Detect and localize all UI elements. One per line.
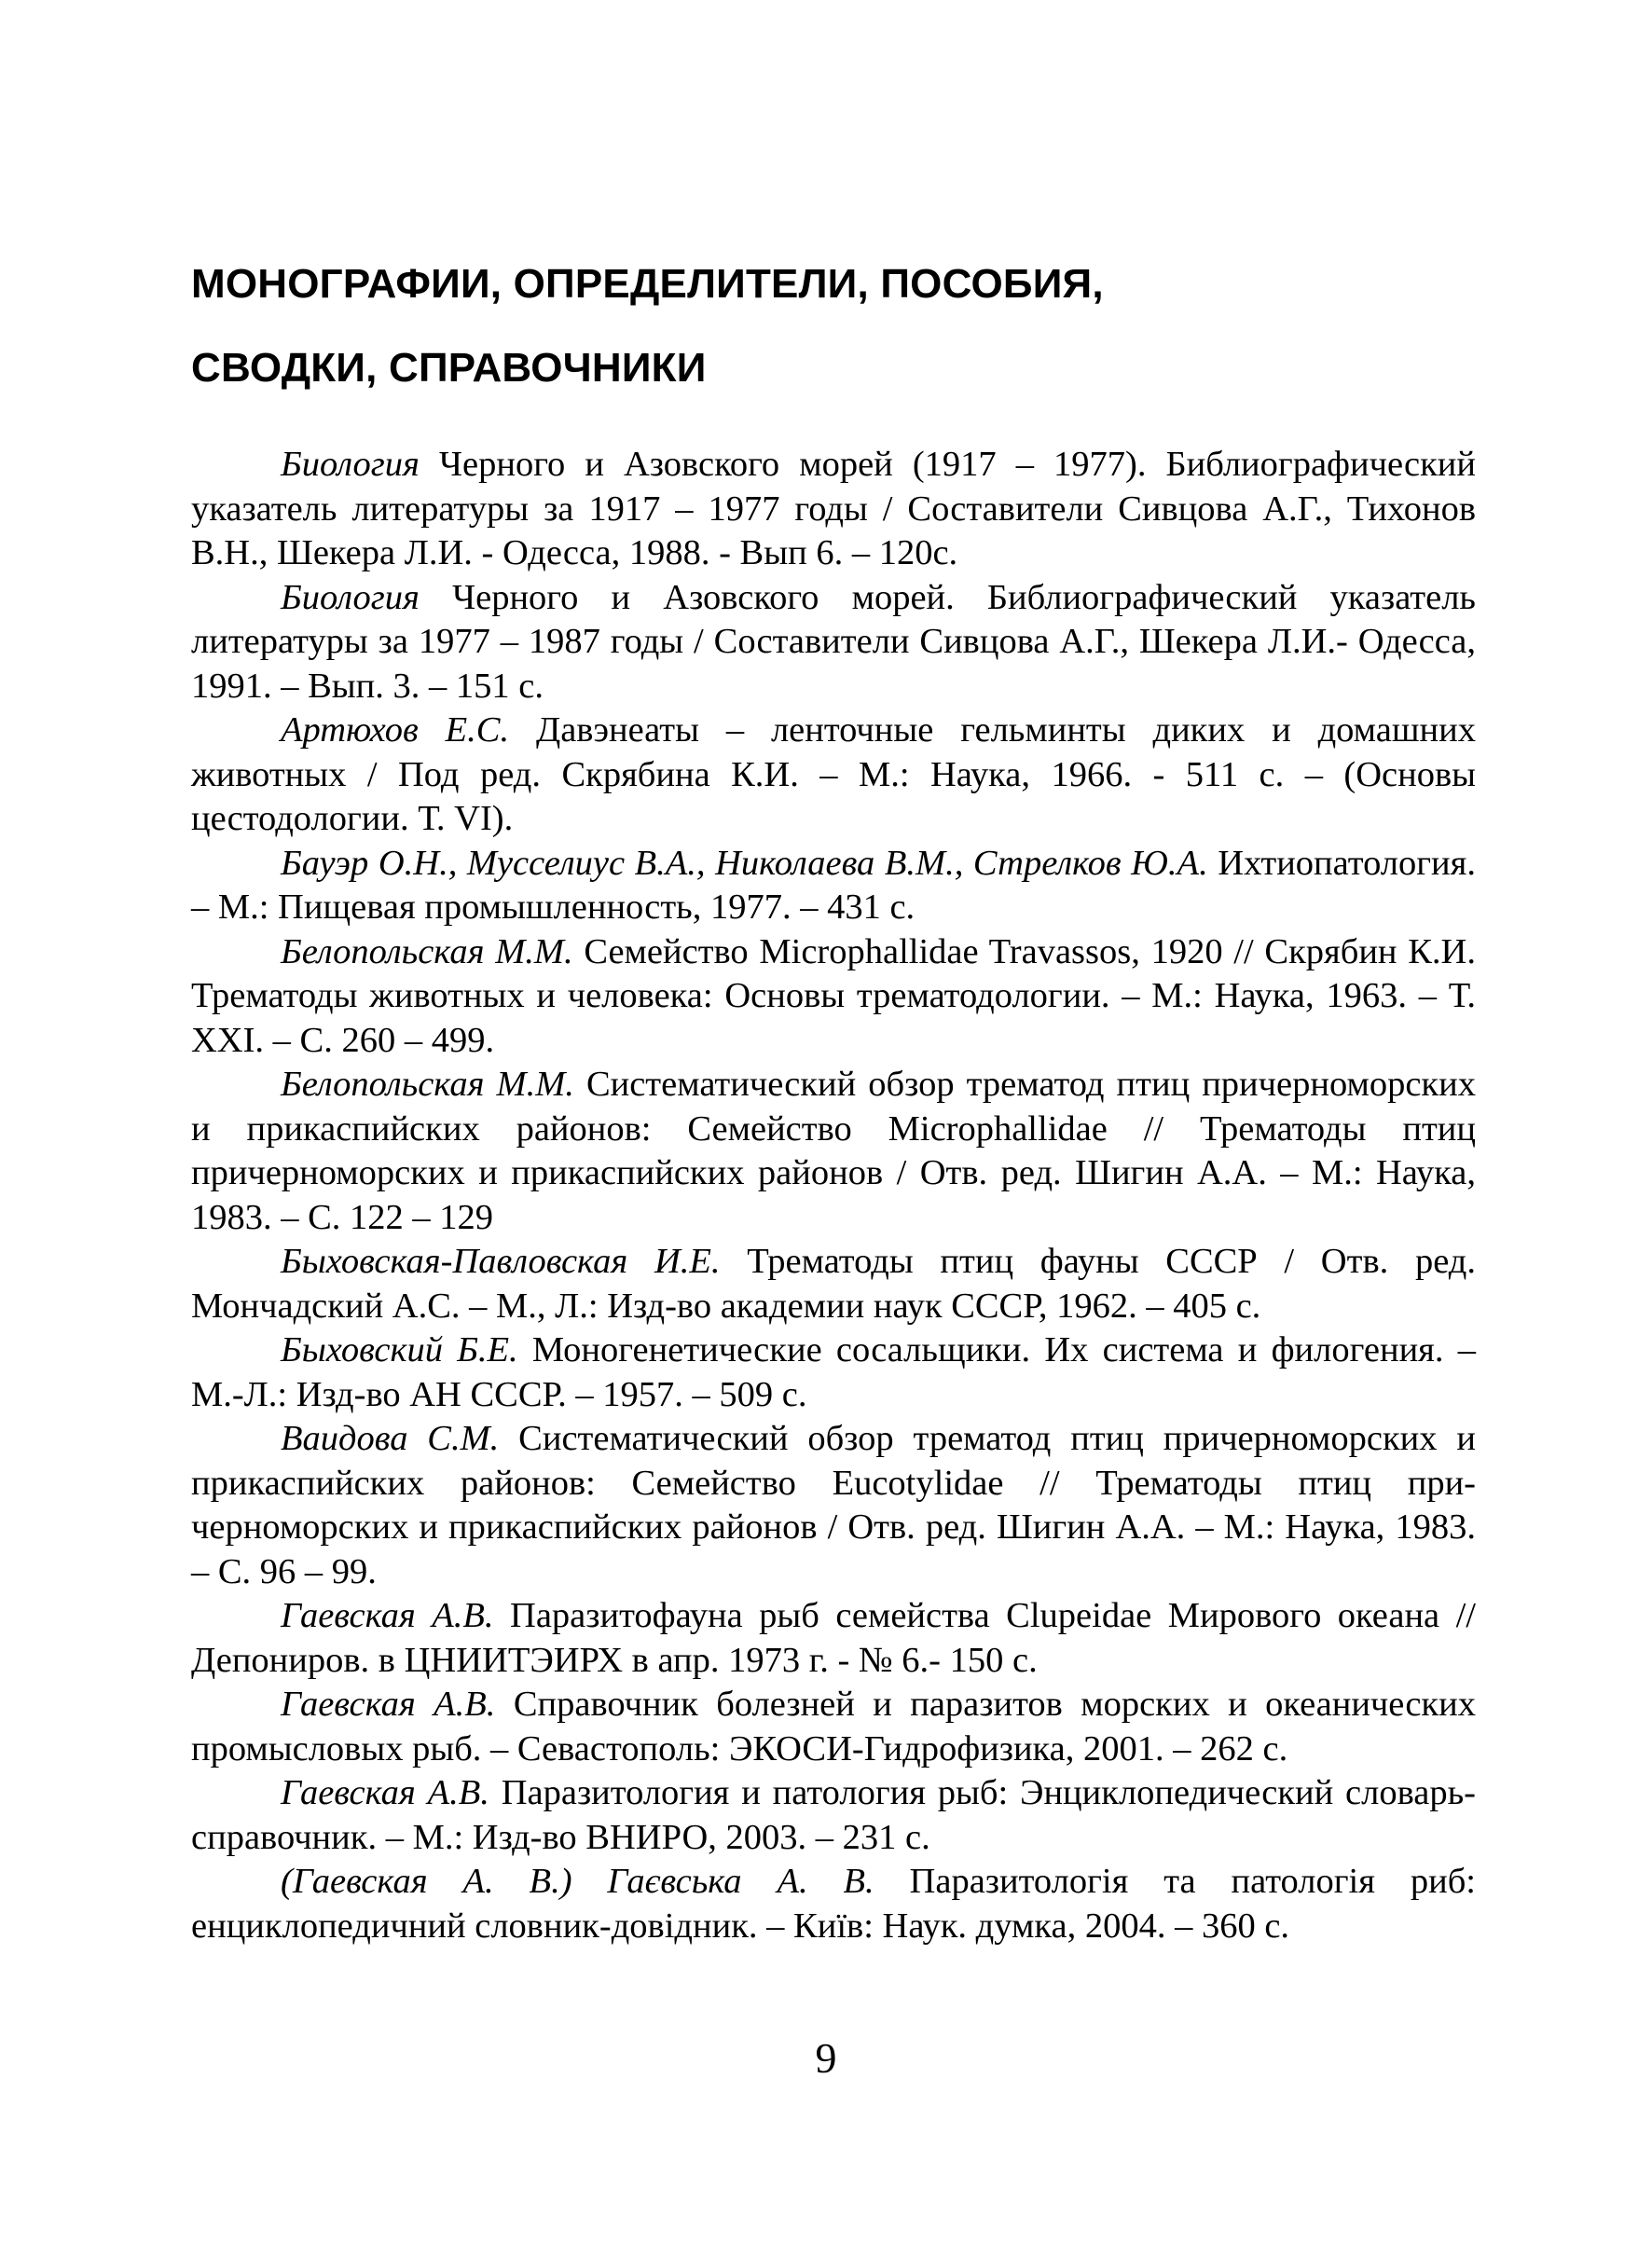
section-heading-line-1: МОНОГРАФИИ, ОПРЕДЕЛИТЕЛИ, ПОСОБИЯ, (191, 261, 1104, 307)
entry-author: (Гаевская А. В.) Гаєвська А. В. (281, 1862, 874, 1901)
bibliography-entry (191, 1328, 1476, 1417)
bibliography-entry (191, 1240, 1476, 1328)
section-heading (191, 242, 1496, 410)
bibliography-entry (191, 1860, 1476, 1948)
entry-text: Ихтиопатология. – М.: Пищевая промышленность, 1977. – 431 с. (191, 843, 1476, 927)
entry-author: Бауэр О.Н., Мусселиус В.А., Николаева В.М., Стрелков Ю.А. (281, 843, 1208, 883)
entry-text: Справочник болезней и паразитов морских и океанических промысловых рыб. – Севастополь: ЭКОСИ-Гидрофизика, 2001. – 262 с. (191, 1685, 1476, 1768)
bibliography-entry (191, 709, 1476, 842)
entry-text: Давэнеаты – ленточные гельминты диких и домашних животных / Под ред. Скрябина К.И. – М.: Наука, 1966. - 511 с. – (Основы цестодологии. Т. VI). (191, 710, 1476, 838)
entry-text: Паразитология и патология рыб: Энциклопедический словарь-справочник. – М.: Изд-во ВНИРО, 2003. – 231 с. (191, 1773, 1476, 1857)
entry-author: Белопольская М.М. (281, 931, 573, 971)
entry-text: Систематический обзор трематод птиц причерноморских и прикаспийских районов: Семейство Eucotylidae // Трематоды птиц причерноморских и прикаспийских районов / Отв. ред. Шигин А.А. – М.: Наука, 1983. – С. 96 – 99. (191, 1419, 1476, 1591)
bibliography-entry (191, 1683, 1476, 1771)
entry-author: Быховский Б.Е. (281, 1330, 518, 1369)
entry-author: Биология (281, 577, 420, 617)
page-number: 9 (815, 2034, 837, 2082)
entry-text: Моногенетические сосальщики. Их система и филогения. – М.-Л.: Изд-во АН СССР. – 1957. – 509 с. (191, 1330, 1476, 1414)
entry-author: Артюхов Е.С. (281, 710, 510, 750)
entry-author: Быховская-Павловская И.Е. (281, 1242, 721, 1281)
entry-text: Паразитофауна рыб семейства Clupeidae Мирового океана // Депониров. в ЦНИИТЭИРХ в апр. 1973 г. - № 6.- 150 с. (191, 1596, 1477, 1680)
bibliography-entry (191, 1594, 1476, 1683)
bibliography-entry (191, 443, 1476, 576)
entry-author: Гаевская А.В. (281, 1685, 496, 1724)
bibliography-list (191, 443, 1476, 1948)
bibliography-entry (191, 1771, 1476, 1860)
entry-text: Черного и Азовского морей. Библиографический указатель литературы за 1977 – 1987 годы / Составители Сивцова А.Г., Шекера Л.И.- Одесса, 1991. – Вып. 3. – 151 с. (191, 577, 1476, 706)
entry-text: Черного и Азовского морей (1917 – 1977). Библиографический указатель литературы за 1917 – 1977 годы / Составители Сивцова А.Г., Тихонов В.Н., Шекера Л.И. - Одесса, 1988. - Вып 6. – 120с. (191, 445, 1476, 572)
entry-author: Гаевская А.В. (281, 1773, 489, 1812)
section-heading-line-2: СВОДКИ, СПРАВОЧНИКИ (191, 345, 707, 391)
entry-author: Гаевская А.В. (281, 1596, 494, 1635)
entry-author: Ваидова С.М. (281, 1419, 500, 1458)
bibliography-entry (191, 1417, 1476, 1594)
entry-text: Трематоды птиц фауны СССР / Отв. ред. Мончадский А.С. – М., Л.: Изд-во академии наук СССР, 1962. – 405 с. (191, 1242, 1476, 1326)
bibliography-entry (191, 576, 1476, 709)
entry-text: Систематический обзор трематод птиц причерноморских и прикаспийских районов: Семейство Microphallidae // Трематоды птиц причерноморских и прикаспийских районов / Отв. ред. Шигин А.А. – М.: Наука, 1983. – С. 122 – 129 (191, 1065, 1476, 1237)
bibliography-entry (191, 1063, 1476, 1240)
entry-author: Белопольская М.М. (281, 1065, 574, 1104)
bibliography-entry (191, 842, 1476, 930)
entry-text: Семейство Microphallidae Travassos, 1920 // Скрябин К.И. Трематоды животных и человека: Основы трематодологии. – М.: Наука, 1963. – Т. XXI. – С. 260 – 499. (191, 931, 1476, 1060)
entry-text: Паразитологія та патологія риб: енциклопедичний словник-довідник. – Київ: Наук. думка, 2004. – 360 с. (191, 1862, 1476, 1946)
bibliography-entry (191, 930, 1476, 1064)
entry-author: Биология (281, 445, 420, 484)
